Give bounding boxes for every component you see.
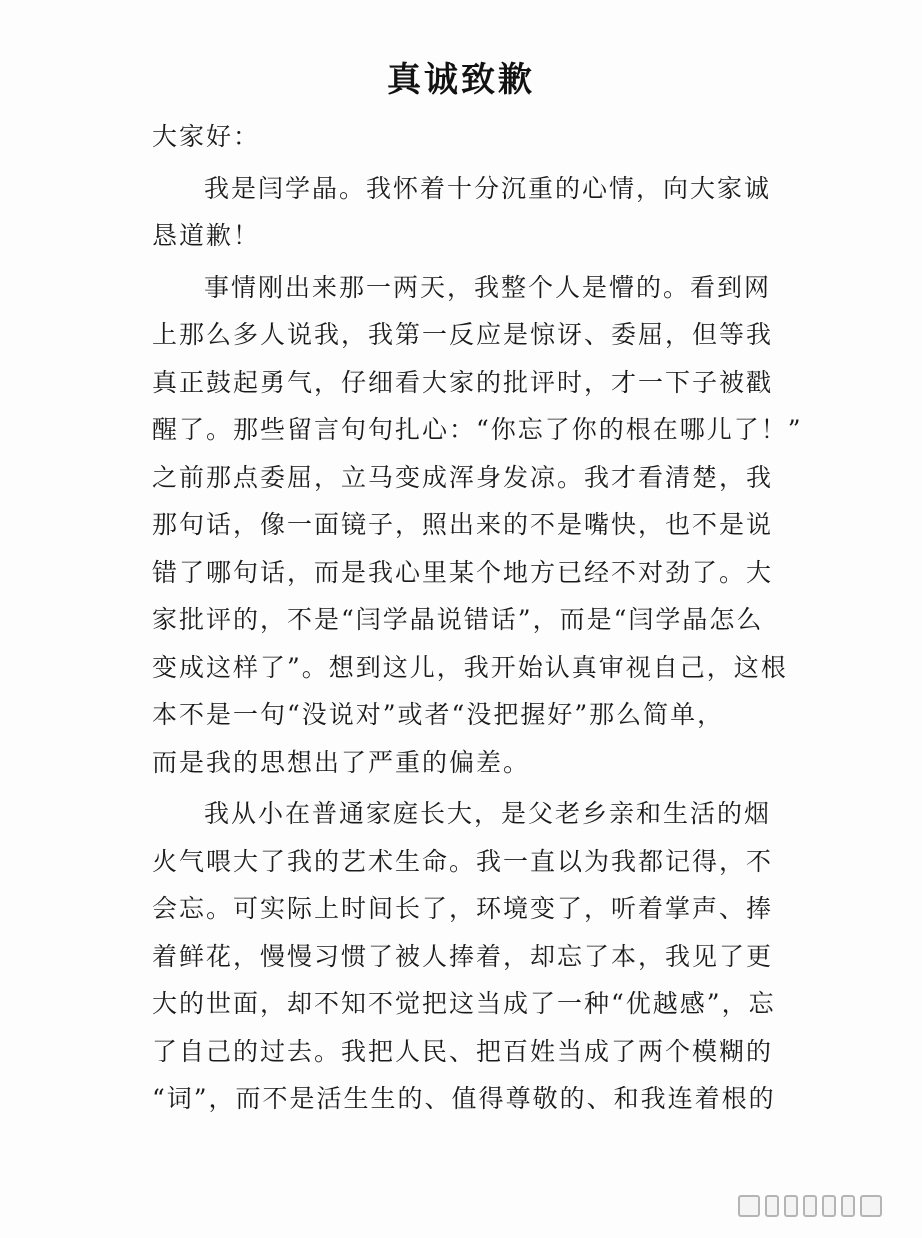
text-line: 上那么多人说我，我第一反应是惊讶、委屈，但等我 (152, 320, 774, 349)
document-body (152, 113, 803, 1123)
watermark-frame-icon (784, 1195, 798, 1217)
text-line: 之前那点委屈，立马变成浑身发凉。我才看清楚，我 (152, 462, 774, 492)
text-line: 家批评的，不是“闫学晶说错话”，而是“闫学晶怎么 (152, 605, 764, 634)
text-line: 我从小在普通家庭长大，是父老乡亲和生活的烟 (204, 799, 772, 828)
text-line: 变成这样了”。想到这儿，我开始认真审视自己，这根 (152, 652, 788, 682)
watermark-frame-icon (841, 1195, 855, 1217)
text-line: 真正鼓起勇气，仔细看大家的批评时，才一下子被戳 (152, 367, 774, 397)
text-line: 恳道歉！ (152, 221, 261, 250)
watermark-frame-icon (765, 1195, 779, 1217)
watermark-frame-icon (738, 1195, 760, 1217)
text-line: 事情刚出来那一两天，我整个人是懵的。看到网 (204, 272, 772, 302)
document-title: 真诚致歉 (387, 60, 535, 100)
text-line: “词”，而不是活生生的、值得尊敬的、和我连着根的 (152, 1084, 776, 1113)
text-line: 了自己的过去。我把人民、把百姓当成了两个模糊的 (152, 1036, 774, 1066)
text-line: 我是闫学晶。我怀着十分沉重的心情，向大家诚 (204, 173, 772, 203)
watermark-frame-icon (860, 1195, 882, 1217)
text-line: 而是我的思想出了严重的偏差。 (152, 747, 531, 777)
text-line: 醒了。那些留言句句扎心：“你忘了你的根在哪儿了！” (152, 415, 803, 444)
greeting-line: 大家好： (152, 122, 261, 151)
watermark-frame-icon (822, 1195, 836, 1217)
text-line: 着鲜花，慢慢习惯了被人捧着，却忘了本，我见了更 (152, 941, 774, 971)
text-line: 大的世面，却不知不觉把这当成了一种“优越感”，忘 (152, 989, 776, 1018)
image-count-watermark-icon (738, 1193, 902, 1219)
watermark-frame-icon (803, 1195, 817, 1217)
text-line: 错了哪句话，而是我心里某个地方已经不对劲了。大 (152, 557, 774, 587)
text-line: 本不是一句“没说对”或者“没把握好”那么简单， (152, 700, 725, 729)
text-line: 火气喂大了我的艺术生命。我一直以为我都记得，不 (152, 846, 774, 876)
text-line: 会忘。可实际上时间长了，环境变了，听着掌声、捧 (152, 894, 774, 923)
text-line: 那句话，像一面镜子，照出来的不是嘴快，也不是说 (152, 510, 774, 539)
